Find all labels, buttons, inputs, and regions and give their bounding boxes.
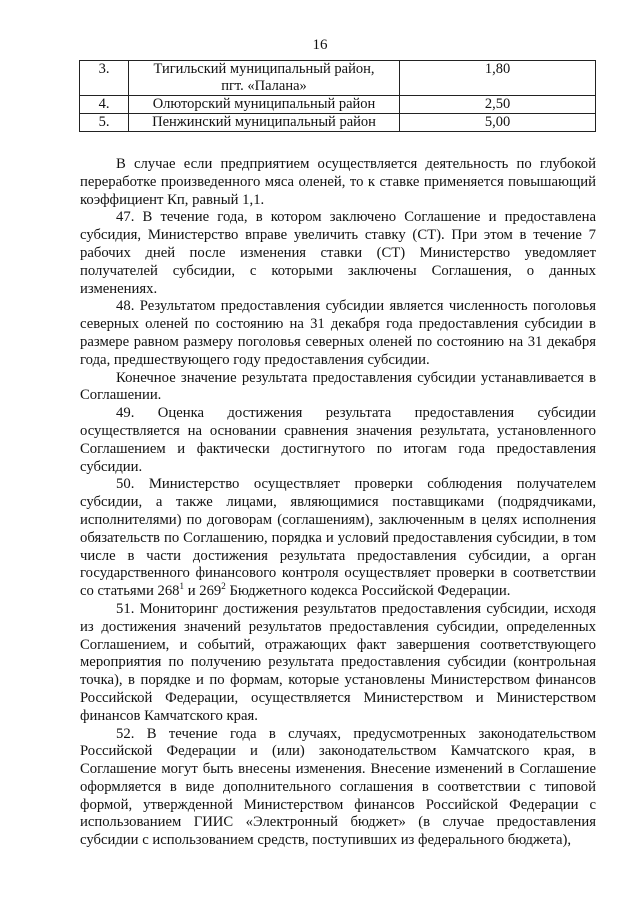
paragraph-52: 52. В течение года в случаях, предусмотренных законодательством Российской Федерации и (или) законодательством Камчатского края, в Соглашение могут быть внесены изменения. Внесение изменений в Соглашение оформляется в виде дополнительного соглашения в соответствии с типовой формой, утвержденной Министерством финансов Российской Федерации с использованием ГИИС «Электронный бюджет» (в случае предоставления субсидии с использованием средств, поступивших из федерального бюджета),: [80, 725, 596, 849]
district-name-line: пгт. «Палана»: [221, 78, 307, 94]
paragraph: В случае если предприятием осуществляется деятельность по глубокой переработке произведенного мяса оленей, то к ставке применяется повышающий коэффициент Кп, равный 1,1.: [80, 156, 596, 208]
superscript: 2: [221, 581, 226, 592]
table-row: [80, 96, 596, 114]
rate-value: 1,80: [400, 61, 596, 96]
table-row: [80, 61, 596, 96]
district-name: [129, 61, 400, 96]
paragraph-49: 49. Оценка достижения результата предоставления субсидии осуществляется на основании сравнения значения результата, установленного Соглашением и фактически достигнутого по итогам года предоставления субсидии.: [80, 405, 596, 475]
table-row: [80, 114, 596, 132]
paragraph-48-final-value: Конечное значение результата предоставления субсидии устанавливается в Соглашении.: [80, 369, 596, 404]
paragraph-47: 47. В течение года, в котором заключено Соглашение и предоставлена субсидия, Министерство вправе увеличить ставку (СТ). При этом в течение 7 рабочих дней после изменения ставки (СТ) Министерство уведомляет получателей субсидии, с которыми заключены Соглашения, о данных изменениях.: [80, 209, 596, 297]
district-name: Пенжинский муниципальный район: [129, 114, 400, 132]
page-number: 16: [312, 37, 328, 53]
paragraph-50: [80, 476, 596, 601]
paragraph-51: 51. Мониторинг достижения результатов предоставления субсидии, исходя из достижения значений результатов предоставления субсидии, определенных Соглашением, и событий, отражающих факт завершения соответствующего мероприятия по получению результата предоставления субсидии (контрольная точка), в порядке и по формам, которые установлены Министерством финансов Российской Федерации, осуществляется Министерством и Министерством финансов Камчатского края.: [80, 600, 596, 724]
row-number: 5.: [80, 114, 129, 132]
rate-value: 5,00: [400, 114, 596, 132]
paragraph-48: 48. Результатом предоставления субсидии является численность поголовья северных оленей по состоянию на 31 декабря года предоставления субсидии в размере равном размеру поголовья северных оленей по состоянию на 31 декабря года, предшествующего году предоставления субсидии.: [80, 298, 596, 368]
superscript: 1: [179, 581, 185, 592]
rate-value: 2,50: [400, 96, 596, 114]
row-number: 3.: [80, 61, 129, 96]
paragraph-50-text: 50. Министерство осуществляет проверки соблюдения получателем субсидии, а также лицами, являющимися поставщиками (подрядчиками, исполнителями) по договорам (соглашениям), заключенным в целях исполнения обязательств по Соглашению, порядка и условий предоставления субсидии, в том числе в части достижения результата предоставления субсидии, а орган государственного финансового контроля осуществляет проверки в соответствии со статьями 268: [80, 476, 596, 600]
paragraph-50-text: и 269: [184, 583, 222, 600]
document-body: [80, 156, 596, 850]
row-number: 4.: [80, 96, 129, 114]
district-name: Олюторский муниципальный район: [129, 96, 400, 114]
paragraph-50-text: Бюджетного кодекса Российской Федерации.: [225, 583, 511, 600]
district-name-line: Тигильский муниципальный район,: [153, 61, 375, 77]
rates-table: [79, 60, 596, 132]
